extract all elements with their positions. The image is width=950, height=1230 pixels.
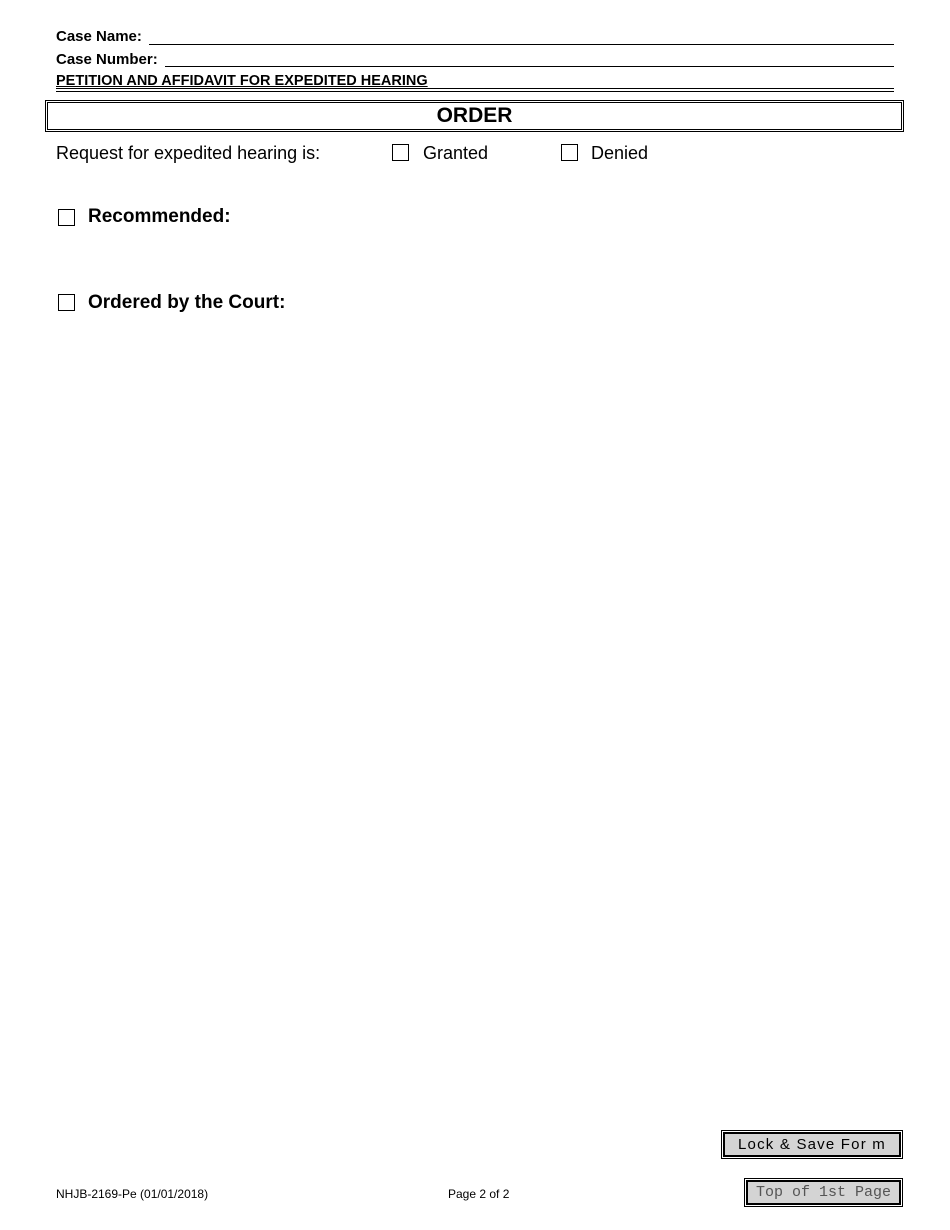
granted-checkbox[interactable] xyxy=(392,144,409,161)
order-heading: ORDER xyxy=(47,102,902,130)
form-title: PETITION AND AFFIDAVIT FOR EXPEDITED HEARING xyxy=(56,73,428,89)
case-name-field[interactable] xyxy=(149,44,894,45)
request-label: Request for expedited hearing is: xyxy=(56,143,321,163)
order-heading-box xyxy=(45,100,904,132)
denied-label: Denied xyxy=(591,143,649,163)
ordered-checkbox[interactable] xyxy=(58,294,75,311)
page-info: Page 2 of 2 xyxy=(448,1187,510,1201)
case-name-label: Case Name: xyxy=(56,28,142,45)
ordered-label: Ordered by the Court: xyxy=(88,292,286,313)
denied-checkbox[interactable] xyxy=(561,144,578,161)
case-number-label: Case Number: xyxy=(56,51,158,68)
case-number-field[interactable] xyxy=(165,66,894,67)
lock-save-form-button[interactable]: Lock & Save For m xyxy=(723,1132,901,1157)
recommended-checkbox[interactable] xyxy=(58,209,75,226)
top-of-first-page-button[interactable]: Top of 1st Page xyxy=(746,1180,901,1205)
header-divider xyxy=(56,88,894,92)
form-id: NHJB-2169-Pe (01/01/2018) xyxy=(56,1187,209,1201)
recommended-label: Recommended: xyxy=(88,206,231,227)
granted-label: Granted xyxy=(423,143,489,163)
